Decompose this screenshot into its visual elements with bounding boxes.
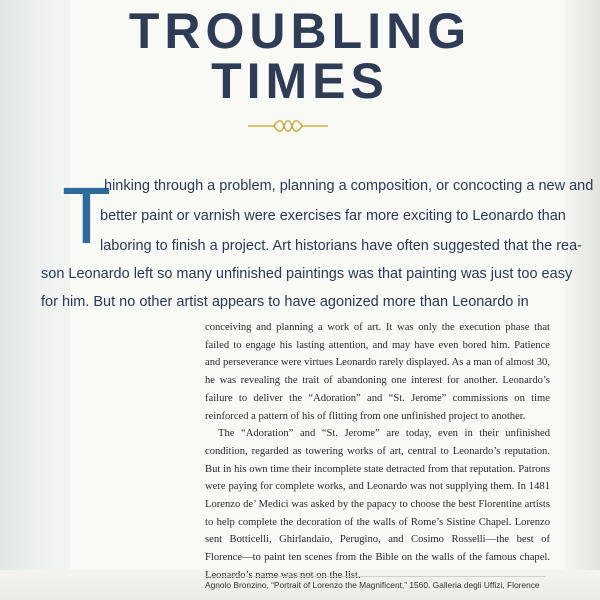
body-paragraph-1: conceiving and planning a work of art. It was only the execution phase that failed to engage his lasting attention, and may have even bored him. Patience and perseverance were virtues Leonardo rarely displayed. As a man of almost 30, he was revealing the trait of abandoning one interest for another. Leonardo’s failure to deliver the “Adoration” and “St. Jerome” commissions on time reinforced a pattern of his of flitting from one unfinished project to another. [205,322,550,422]
drop-cap: T [62,171,111,260]
title-line-1: TROUBLING [128,3,472,59]
gold-knot-ornament-icon [248,118,328,134]
lead-line-2: better paint or varnish were exercises far more exciting to Leonardo than [100,208,566,224]
body-text [205,319,550,585]
lead-line-5: for him. But no other artist appears to have agonized more than Leonardo in [41,294,529,310]
caption-divider [205,576,545,577]
image-caption: Agnolo Bronzino, “Portrait of Lorenzo the Magnificent,” 1560. Galleria degli Uffizi, Florence [205,580,540,590]
body-paragraph-2: The “Adoration” and “St. Jerome” are today, even in their unfinished condition, regarded as towering works of art, central to Leonardo’s reputation. But in his own time their incomplete state detracted from that reputation. Patrons were paying for complete works, and Leonardo was not supplying them. In 1481 Lorenzo de’ Medici was asked by the papacy to choose the best Florentine artists to help complete the decoration of the walls of Rome’s Sistine Chapel. Lorenzo sent Botticelli, Ghirlandaio, Perugino, and Cosimo Rosselli—the best of Florence—to paint ten scenes from the Bible on the walls of the famous chapel. [205,428,550,564]
lead-line-4: son Leonardo left so many unfinished paintings was that painting was just too easy [41,266,573,282]
lead-line-1: hinking through a problem, planning a composition, or concocting a new and [104,178,594,194]
title-line-2: TIMES [211,53,389,109]
lead-line-3: laboring to finish a project. Art historians have often suggested that the rea- [100,238,583,254]
